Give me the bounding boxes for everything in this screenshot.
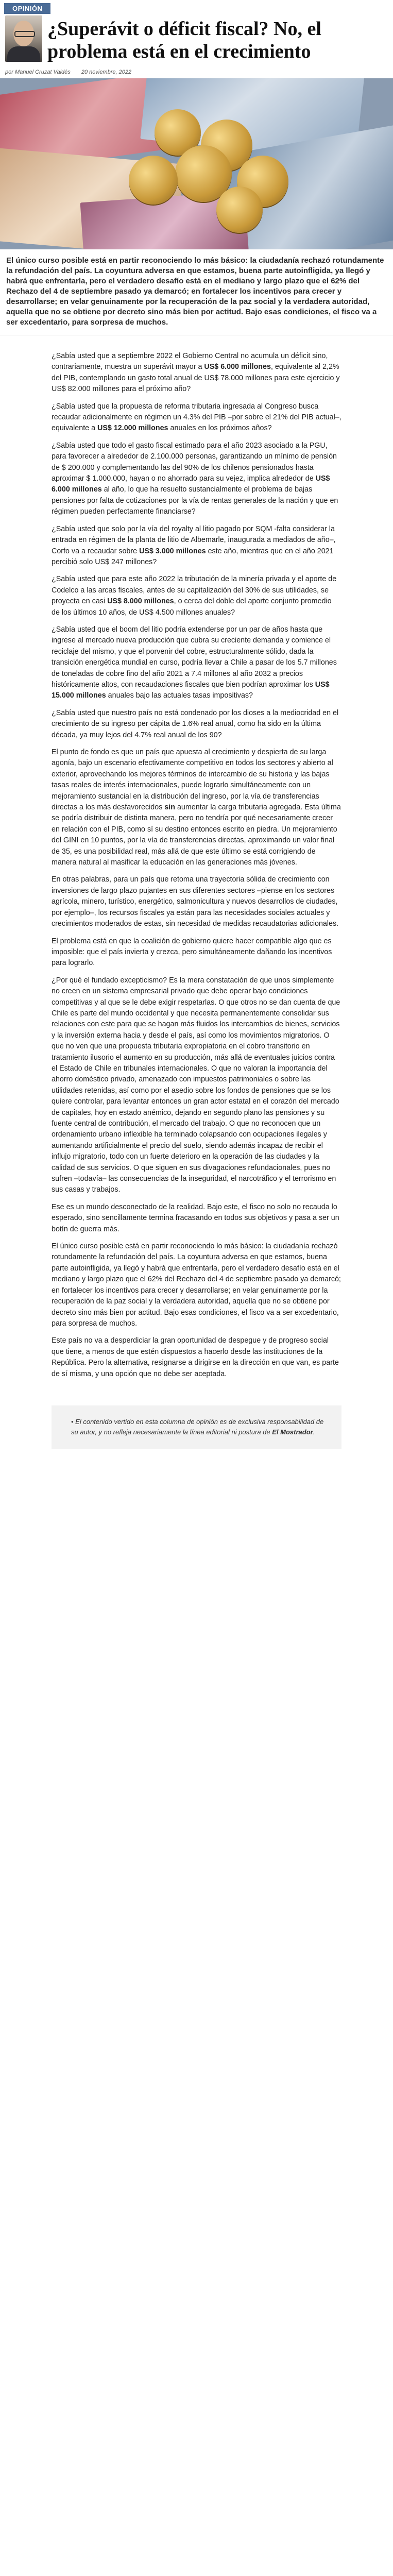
- author-avatar: [5, 15, 42, 62]
- paragraph-text: anuales bajo las actuales tasas impositivas?: [106, 691, 253, 700]
- author-name[interactable]: por Manuel Cruzat Valdés: [5, 69, 71, 75]
- article-body: [52, 335, 341, 1449]
- bold-figure: US$ 12.000 millones: [97, 424, 168, 433]
- section-tag[interactable]: OPINIÓN: [4, 3, 50, 14]
- hero-image: [0, 78, 393, 249]
- bold-figure: sin: [164, 803, 175, 812]
- paragraph-text: El único curso posible está en partir reconociendo lo más básico: la ciudadanía rechazó rotundamente la refundación del país. La coyuntura adversa en que estamos, buena parte autoinfligida, ya llegó y habrá que enfrentarla, pero el verdadero desafío está en el mediano y largo plazo que el 62% del Rechazo del 4 de septiembre pasado ya demarcó; en fortalecer los incentivos para crecer y desarrollarse; en velar genuinamente por la recuperación de la paz social y la verdadera autoridad, aquella que no se obtiene por decreto sino más bien por actitud. Bajo esas condiciones, el fisco va a ser excedentario, para sorpresa de muchos.: [52, 1242, 341, 1328]
- article-paragraph: [52, 1335, 341, 1380]
- article-paragraph: [52, 524, 341, 568]
- article-header: [0, 0, 393, 67]
- bold-figure: US$ 15.000 millones: [52, 680, 330, 700]
- paragraph-text: El problema está en que la coalición de gobierno quiere hacer compatible algo que es imposible: que el país invierta y crezca, pero simultáneamente dañando los incentivos para lograrlo.: [52, 937, 332, 968]
- article-paragraph: [52, 1241, 341, 1329]
- paragraph-text: anuales en los próximos años?: [168, 424, 272, 433]
- brand-name[interactable]: El Mostrador: [272, 1428, 313, 1436]
- article-paragraph: [52, 1202, 341, 1235]
- paragraph-text: ¿Sabía usted que para este año 2022 la tributación de la minería privada y el aporte de Codelco a las arcas fiscales, antes de su capitalización del 30% de sus utilidades, se proyecta en casi: [52, 575, 337, 606]
- paragraph-text: aumentar la carga tributaria agregada. Esta última se podría distribuir de distinta manera, pero no tendría por qué necesariamente crecer en relación con el PIB, como sí su destino entonces escrito en piedra. Un mejoramiento del GINI en 10 puntos, por la vía de transferencias directas, aproximando un valor final de 35, es una posibilidad real, más allá de que este último se está corrigiendo de manera natural al masificar la educación en las generaciones más jóvenes.: [52, 803, 341, 867]
- paragraph-text: ¿Sabía usted que todo el gasto fiscal estimado para el año 2023 asociado a la PGU, para favorecer a alrededor de 2.100.000 personas, garantizando un mínimo de pensión de $ 200.000 y complementando las del 90% de los chilenos pensionados hasta aproximar $ 1.000.000, hayan o no ahorrado para su vejez, implica alrededor de: [52, 441, 337, 483]
- bold-figure: US$ 8.000 millones: [107, 597, 174, 606]
- bold-figure: US$ 6.000 millones: [52, 474, 330, 494]
- paragraph-text: , equivalente al 2,2% del PIB, contemplando un gasto total anual de US$ 78.000 millones para este ejercicio y US$ 82.000 millones para el próximo año?: [52, 363, 340, 394]
- article-paragraph: [52, 975, 341, 1196]
- article-lead: El único curso posible está en partir reconociendo lo más básico: la ciudadanía rechazó rotundamente la refundación del país. La coyuntura adversa en que estamos, buena parte autoinfligida, ya llegó y habrá que enfrentarla, pero el verdadero desafío está en el mediano y largo plazo que el 62% del Rechazo del 4 de septiembre pasado ya demarcó; en fortalecer los incentivos para crecer y desarrollarse; en velar genuinamente por la recuperación de la paz social y la verdadera autoridad, aquella que no se obtiene por decreto sino más bien por actitud. Bajo esas condiciones, el fisco va a ser excedentario, para sorpresa de muchos.: [0, 249, 393, 335]
- paragraph-text: , o cerca del doble del aporte conjunto promedio de los últimos 10 años, de US$ 4.500 millones anuales?: [52, 597, 332, 617]
- article-paragraph: [52, 574, 341, 618]
- bold-figure: US$ 3.000 millones: [139, 547, 206, 555]
- paragraph-text: ¿Sabía usted que el boom del litio podría extenderse por un par de años hasta que ingrese al mercado nueva producción que cubra su creciente demanda y comience el reciclaje del mismo, y que el porvenir del cobre, estructuralmente sólido, dada la transición energética mundial en curso, podría llevar a Chile a pasar de los 5.7 millones de toneladas de cobre fino del año 2021 a 7.4 millones al año 2032 a precios históricamente altos, con recaudaciones fiscales que bien podrían aproximar los: [52, 625, 337, 689]
- article-paragraph: [52, 440, 341, 518]
- disclaimer-text: • El contenido vertido en esta columna de opinión es de exclusiva responsabilidad de su autor, y no refleja necesariamente la línea editorial ni postura de El Mostrador.: [71, 1417, 327, 1437]
- article-paragraph: [52, 401, 341, 434]
- paragraph-text: este año, mientras que en el año 2021 percibió solo US$ 247 millones?: [52, 547, 334, 566]
- article-paragraph: [52, 874, 341, 929]
- byline: [0, 67, 393, 78]
- page-title: ¿Superávit o déficit fiscal? No, el problema está en el crecimiento: [47, 18, 321, 62]
- paragraph-text: En otras palabras, para un país que retoma una trayectoria sólida de crecimiento con inversiones de largo plazo pujantes en sus diferentes sectores –piense en los sectores agrícola, minero, turístico, energético, salmonicultura y nuevos desarrollos de ciudades, por ejemplo–, los recursos fiscales ya están para las necesidades sociales actuales y crecimientos moderados de estas, sin necesidad de medidas recaudatorias adicionales.: [52, 875, 339, 928]
- paragraph-text: Ese es un mundo desconectado de la realidad. Bajo este, el fisco no solo no recauda lo esperado, sino sencillamente termina fracasando en todos sus objetivos y pasa a ser un botín de guerra más.: [52, 1202, 339, 1233]
- paragraph-text: Este país no va a desperdiciar la gran oportunidad de despegue y de progreso social que tiene, a menos de que estén dispuestos a hacerlo desde las instituciones de la República. Pero la alternativa, resignarse a dirigirse en la dirección en que van, es parte de sí misma, y una opción que no debe ser aceptada.: [52, 1336, 339, 1378]
- article-paragraph: [52, 624, 341, 702]
- publish-date: 20 noviembre, 2022: [81, 69, 132, 75]
- paragraph-text: ¿Por qué el fundado excepticismo? Es la mera constatación de que unos simplemente no creen en un sistema empresarial privado que debe operar bajo condiciones competitivas y al que se le debe exigir respetarlas. O que otros no se dan cuenta de que Chile es parte del mundo occidental y que necesita permanentemente consolidar sus relaciones con este para que se hagan más fluidos los intercambios de bienes, servicios y la inversión externa hacia y desde el país, así como los movimientos migratorios. O que no ven que una propuesta tributaria expropiatoria en el cobro transitorio en tratamiento ilusorio el aumento en su producción, más allá de eventuales juicios contra el Estado de Chile en tribunales internacionales. O que no valoran la importancia del ahorro doméstico privado, amenazado con impuestos patrimoniales o sobre las utilidades retenidas, así como por el asedio sobre los fondos de pensiones que se los quiere controlar, para levantar entonces un gran actor estatal en el corazón del mercado de capitales, hoy en estado anémico, dejando en segundo plano las pensiones y su fuente central de contribución, el mercado del trabajo. O que no reconocen que un ordenamiento urbano inflexible ha terminado colapsando con ocupaciones ilegales y aumentando artificialmente el precio del suelo, siendo además incapaz de recibir el influjo migratorio, todo con un fuerte deterioro en la operación de las ciudades y la calidad de sus servicios. O que siguen en sus divagaciones refundacionales, pues no sufren –todavía– las consecuencias de la inseguridad, el narcotráfico y el terrorismo en sus casas y trabajos.: [52, 976, 340, 1194]
- paragraph-text: ¿Sabía usted que la propuesta de reforma tributaria ingresada al Congreso busca recaudar adicionalmente en régimen un 4.3% del PIB –por sobre el 21% del PIB actual–, equivalente a: [52, 402, 341, 433]
- paragraph-text: al año, lo que ha resuelto sustancialmente el problema de bajas pensiones por falta de cotizaciones por la vía de rentas generales de la nación y que en régimen pueden perfectamente financiarse?: [52, 485, 338, 516]
- paragraph-text: ¿Sabía usted que a septiembre 2022 el Gobierno Central no acumula un déficit sino, contrariamente, muestra un superávit mayor a: [52, 352, 328, 371]
- bold-figure: US$ 6.000 millones: [204, 363, 271, 371]
- article-paragraph: [52, 936, 341, 969]
- paragraph-text: ¿Sabía usted que nuestro país no está condenado por los dioses a la mediocridad en el crecimiento de su ingreso per cápita de 1.6% real anual, como ha sido en la última década, ya muy lejos del 4.7% real anual de los 90?: [52, 708, 339, 739]
- article-paragraph: [52, 708, 341, 741]
- disclaimer-box: [52, 1405, 341, 1449]
- paragraph-text: El punto de fondo es que un país que apuesta al crecimiento y despierta de su larga agonía, bajo un escenario efectivamente competitivo en todos los sectores y abierto al exterior, aprovechando los mejores términos de intercambio de su historia y las bajas tasas reales de interés internacionales, puede lograrlo simultáneamente con un mejoramiento sustancial en la distribución del ingreso, por la vía de transferencias directas a los más desfavorecidos: [52, 748, 333, 812]
- article-paragraph: [52, 747, 341, 868]
- paragraph-text: ¿Sabía usted que solo por la vía del royalty al litio pagado por SQM -falta considerar la entrada en régimen de la planta de litio de Albemarle, inaugurada a mediados de año–, Corfo va a recaudar sobre: [52, 524, 336, 555]
- article-paragraph: [52, 351, 341, 395]
- paragraph-list: [52, 351, 341, 1380]
